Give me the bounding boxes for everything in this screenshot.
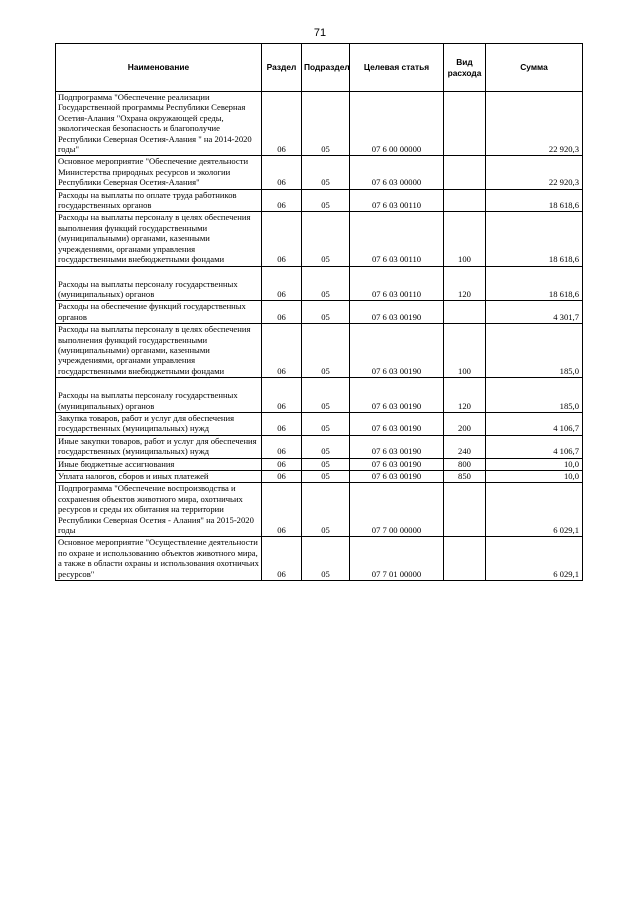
row-sum: 6 029,1 xyxy=(486,537,583,581)
page-number: 71 xyxy=(313,27,327,39)
row-target: 07 6 03 00190 xyxy=(350,435,444,458)
header-subsection: Подраздел xyxy=(302,44,350,92)
row-section: 06 xyxy=(262,471,302,483)
row-name: Основное мероприятие "Осуществление деятельности по охране и использованию объектов животного мира, а также в области охраны и использования охотничьих ресурсов" xyxy=(56,537,262,581)
row-target: 07 6 00 00000 xyxy=(350,92,444,156)
table-row xyxy=(56,324,583,378)
row-sum: 4 301,7 xyxy=(486,301,583,324)
row-target: 07 6 03 00110 xyxy=(350,189,444,212)
row-subsection: 05 xyxy=(302,378,350,413)
row-sum: 6 029,1 xyxy=(486,483,583,537)
row-expense-type xyxy=(444,301,486,324)
row-expense-type: 100 xyxy=(444,324,486,378)
row-section: 06 xyxy=(262,483,302,537)
row-section: 06 xyxy=(262,156,302,189)
row-subsection: 05 xyxy=(302,92,350,156)
row-section: 06 xyxy=(262,537,302,581)
header-target: Целевая статья xyxy=(350,44,444,92)
row-name: Подпрограмма "Обеспечение реализации Государственной программы Республики Северная Осетия-Алания "Охрана окружающей среды, экологическая безопасность и благополучие Республики Северная Осетия-Алания " на 2014-2020 годы" xyxy=(56,92,262,156)
row-expense-type xyxy=(444,537,486,581)
row-subsection: 05 xyxy=(302,301,350,324)
table-row xyxy=(56,471,583,483)
row-subsection: 05 xyxy=(302,537,350,581)
row-name: Расходы на выплаты персоналу государственных (муниципальных) органов xyxy=(56,266,262,301)
table-header-row xyxy=(56,44,583,92)
row-subsection: 05 xyxy=(302,412,350,435)
header-name: Наименование xyxy=(56,44,262,92)
row-sum: 10,0 xyxy=(486,458,583,470)
row-section: 06 xyxy=(262,378,302,413)
row-name: Подпрограмма "Обеспечение воспроизводства и сохранения объектов животного мира, охотничьих ресурсов и среды их обитания на территории Республики Северная Осетия - Алания" на 2015-2020 годы xyxy=(56,483,262,537)
row-sum: 185,0 xyxy=(486,378,583,413)
table-row xyxy=(56,189,583,212)
row-name: Расходы на выплаты персоналу в целях обеспечения выполнения функций государственными (муниципальными) органами, казенными учреждениями, органами управления государственными внебюджетными фондами xyxy=(56,212,262,266)
row-sum: 185,0 xyxy=(486,324,583,378)
table-row xyxy=(56,266,583,301)
row-expense-type: 120 xyxy=(444,378,486,413)
row-subsection: 05 xyxy=(302,212,350,266)
row-name: Иные закупки товаров, работ и услуг для обеспечения государственных (муниципальных) нужд xyxy=(56,435,262,458)
row-sum: 4 106,7 xyxy=(486,412,583,435)
table-row xyxy=(56,378,583,413)
row-target: 07 6 03 00190 xyxy=(350,471,444,483)
row-expense-type xyxy=(444,156,486,189)
table-row xyxy=(56,156,583,189)
row-sum: 22 920,3 xyxy=(486,92,583,156)
row-expense-type: 850 xyxy=(444,471,486,483)
row-expense-type xyxy=(444,92,486,156)
row-target: 07 7 01 00000 xyxy=(350,537,444,581)
row-expense-type: 800 xyxy=(444,458,486,470)
table-row xyxy=(56,435,583,458)
row-name: Уплата налогов, сборов и иных платежей xyxy=(56,471,262,483)
row-sum: 4 106,7 xyxy=(486,435,583,458)
row-section: 06 xyxy=(262,412,302,435)
header-section: Раздел xyxy=(262,44,302,92)
row-target: 07 6 03 00190 xyxy=(350,378,444,413)
row-section: 06 xyxy=(262,458,302,470)
row-name: Расходы на выплаты по оплате труда работников государственных органов xyxy=(56,189,262,212)
row-target: 07 6 03 00190 xyxy=(350,458,444,470)
table-row xyxy=(56,212,583,266)
row-expense-type xyxy=(444,483,486,537)
row-section: 06 xyxy=(262,266,302,301)
row-expense-type: 200 xyxy=(444,412,486,435)
table-row xyxy=(56,301,583,324)
table-row xyxy=(56,412,583,435)
row-section: 06 xyxy=(262,435,302,458)
row-expense-type: 100 xyxy=(444,212,486,266)
row-sum: 18 618,6 xyxy=(486,189,583,212)
budget-table xyxy=(55,43,583,581)
row-target: 07 6 03 00190 xyxy=(350,412,444,435)
table-row xyxy=(56,537,583,581)
row-expense-type: 240 xyxy=(444,435,486,458)
row-name: Закупка товаров, работ и услуг для обеспечения государственных (муниципальных) нужд xyxy=(56,412,262,435)
row-name: Расходы на выплаты персоналу государственных (муниципальных) органов xyxy=(56,378,262,413)
table-row xyxy=(56,483,583,537)
row-target: 07 6 03 00110 xyxy=(350,266,444,301)
row-subsection: 05 xyxy=(302,458,350,470)
row-target: 07 6 03 00000 xyxy=(350,156,444,189)
table-row xyxy=(56,458,583,470)
row-name: Основное мероприятие "Обеспечение деятельности Министерства природных ресурсов и экологии Республики Северная Осетия-Алания" xyxy=(56,156,262,189)
row-name: Расходы на выплаты персоналу в целях обеспечения выполнения функций государственными (муниципальными) органами, казенными учреждениями, органами управления государственными внебюджетными фондами xyxy=(56,324,262,378)
table-row xyxy=(56,92,583,156)
row-target: 07 7 00 00000 xyxy=(350,483,444,537)
row-section: 06 xyxy=(262,92,302,156)
row-target: 07 6 03 00190 xyxy=(350,301,444,324)
row-subsection: 05 xyxy=(302,483,350,537)
row-section: 06 xyxy=(262,212,302,266)
row-section: 06 xyxy=(262,324,302,378)
header-sum: Сумма xyxy=(486,44,583,92)
row-subsection: 05 xyxy=(302,156,350,189)
header-expense-type: Вид расхода xyxy=(444,44,486,92)
row-name: Иные бюджетные ассигнования xyxy=(56,458,262,470)
row-subsection: 05 xyxy=(302,435,350,458)
row-name: Расходы на обеспечение функций государственных органов xyxy=(56,301,262,324)
row-sum: 22 920,3 xyxy=(486,156,583,189)
row-target: 07 6 03 00110 xyxy=(350,212,444,266)
row-expense-type xyxy=(444,189,486,212)
row-subsection: 05 xyxy=(302,471,350,483)
row-sum: 10,0 xyxy=(486,471,583,483)
row-section: 06 xyxy=(262,301,302,324)
row-sum: 18 618,6 xyxy=(486,212,583,266)
row-subsection: 05 xyxy=(302,324,350,378)
row-sum: 18 618,6 xyxy=(486,266,583,301)
row-section: 06 xyxy=(262,189,302,212)
row-subsection: 05 xyxy=(302,189,350,212)
row-target: 07 6 03 00190 xyxy=(350,324,444,378)
row-subsection: 05 xyxy=(302,266,350,301)
table-body xyxy=(56,92,583,581)
row-expense-type: 120 xyxy=(444,266,486,301)
